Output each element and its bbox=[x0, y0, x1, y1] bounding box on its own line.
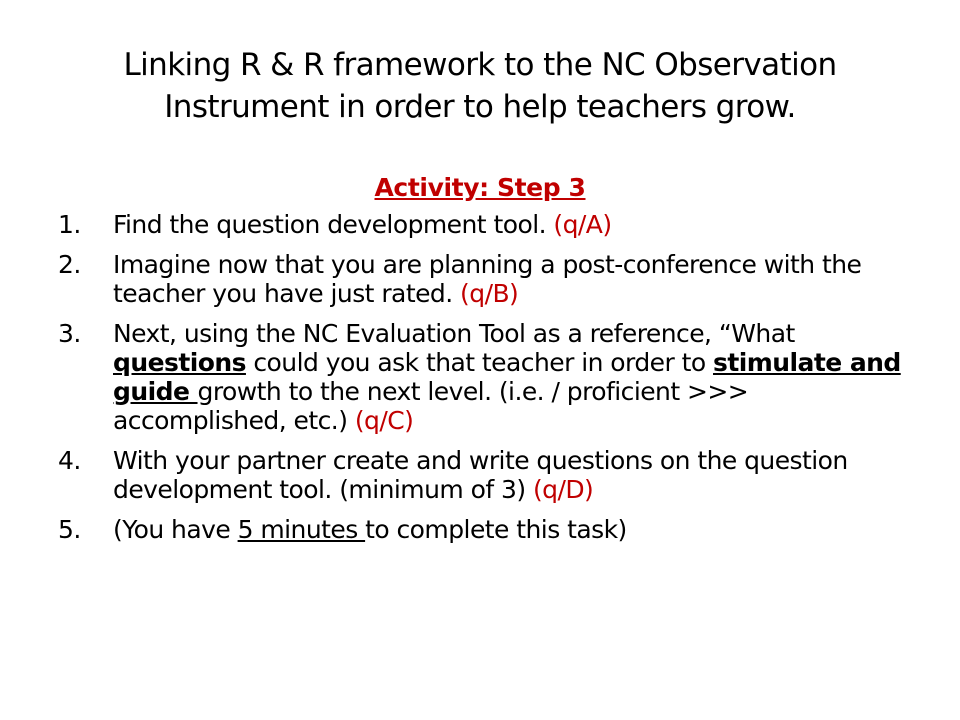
item-text bbox=[113, 446, 918, 504]
list-item bbox=[58, 446, 918, 504]
instruction-list bbox=[58, 210, 918, 555]
item-body-pre: Next, using the NC Evaluation Tool as a reference, “What bbox=[113, 319, 795, 348]
item-ref: (q/B) bbox=[460, 279, 519, 308]
item-body-post: to complete this task) bbox=[365, 515, 627, 544]
list-item bbox=[58, 250, 918, 308]
item-body: Imagine now that you are planning a post-conference with the teacher you have just rated. bbox=[113, 250, 862, 308]
item-ref: (q/D) bbox=[532, 475, 594, 504]
activity-heading: Activity: Step 3 bbox=[374, 173, 586, 202]
item-text bbox=[113, 250, 918, 308]
list-item bbox=[58, 319, 918, 435]
item-number: 1. bbox=[58, 210, 81, 239]
item-ref: (q/A) bbox=[553, 210, 612, 239]
item-number: 4. bbox=[58, 446, 81, 475]
emphasis-time: 5 minutes bbox=[237, 515, 366, 544]
item-body: With your partner create and write questions on the question development tool. (minimum of 3) bbox=[113, 446, 848, 504]
item-ref: (q/C) bbox=[354, 406, 414, 435]
slide-title: Linking R & R framework to the NC Observation Instrument in order to help teachers grow. bbox=[123, 47, 837, 125]
emphasis-questions: questions bbox=[113, 348, 246, 377]
item-text bbox=[113, 515, 918, 544]
item-number: 5. bbox=[58, 515, 81, 544]
item-number: 2. bbox=[58, 250, 81, 279]
item-text bbox=[113, 319, 918, 435]
item-body-pre: (You have bbox=[113, 515, 238, 544]
list-item bbox=[58, 515, 918, 544]
item-body-post: growth to the next level. (i.e. / proficient >>> accomplished, etc.) bbox=[113, 377, 749, 435]
list-item bbox=[58, 210, 918, 239]
emphasis-stimulate-guide: stimulate and guide bbox=[113, 348, 901, 406]
item-body-mid: could you ask that teacher in order to bbox=[245, 348, 714, 377]
item-body: Find the question development tool. bbox=[113, 210, 546, 239]
item-number: 3. bbox=[58, 319, 81, 348]
item-text bbox=[113, 210, 918, 239]
